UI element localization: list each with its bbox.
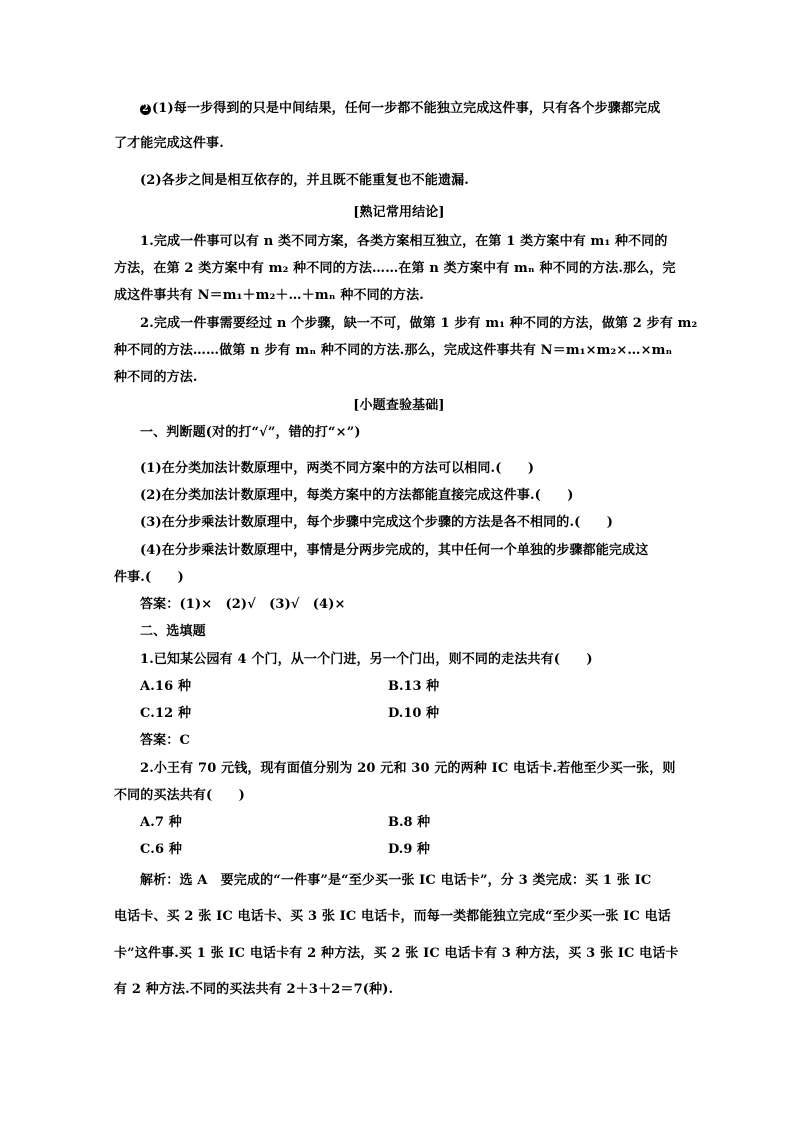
conclusion-2-line1: 2.完成一件事需要经过 n 个步骤，缺一不可，做第 1 步有 m₁ 种不同的方法，做第 2 步有 m₂: [140, 316, 698, 331]
question-2-option-c: C.6 种: [140, 842, 182, 857]
conclusion-1-line2: 方法，在第 2 类方案中有 m₂ 种不同的方法……在第 n 类方案中有 mₙ 种不同的方法.那么，完: [114, 261, 676, 276]
judge-item-4-line1: (4)在分步乘法计数原理中，事情是分两步完成的，其中任何一个单独的步骤都能完成这: [140, 543, 649, 558]
conclusion-1-line3: 成这件事共有 N＝m₁＋m₂＋…＋mₙ 种不同的方法.: [114, 288, 424, 303]
judge-title: 一、判断题(对的打“√”，错的打“×”): [140, 425, 361, 440]
solution-line3: 卡”这件事.买 1 张 IC 电话卡有 2 种方法，买 2 张 IC 电话卡有 3 种方法，买 3 张 IC 电话卡: [114, 946, 679, 961]
solution-line4: 有 2 种方法.不同的买法共有 2＋3＋2＝7(种).: [114, 982, 394, 997]
question-1-option-c: C.12 种: [140, 706, 192, 721]
circled-number-badge: 2: [140, 104, 151, 115]
question-2-option-b: B.8 种: [388, 815, 431, 830]
question-1-option-b: B.13 种: [388, 679, 440, 694]
fill-title: 二、选填题: [140, 624, 206, 639]
section-heading-conclusions: [熟记常用结论]: [353, 205, 445, 220]
conclusion-2-line2: 种不同的方法……做第 n 步有 mₙ 种不同的方法.那么，完成这件事共有 N＝m₁×m₂×…×mₙ: [114, 343, 673, 358]
judge-item-1: (1)在分类加法计数原理中，两类不同方案中的方法可以相同.( ): [140, 461, 535, 476]
judge-item-2: (2)在分类加法计数原理中，每类方案中的方法都能直接完成这件事.( ): [140, 488, 574, 503]
question-2-line1: 2.小王有 70 元钱，现有面值分别为 20 元和 30 元的两种 IC 电话卡.若他至少买一张，则: [140, 761, 676, 776]
question-1-option-d: D.10 种: [388, 706, 439, 721]
section-heading-exercises: [小题查验基础]: [353, 398, 445, 413]
note-p1-line2: 了才能完成这件事.: [114, 136, 224, 151]
conclusion-1-line1: 1.完成一件事可以有 n 类不同方案，各类方案相互独立，在第 1 类方案中有 m₁ 种不同的: [140, 234, 668, 249]
judge-item-4-line2: 件事.( ): [114, 570, 184, 585]
note-p2: (2)各步之间是相互依存的，并且既不能重复也不能遗漏.: [140, 173, 469, 188]
question-1-option-a: A.16 种: [140, 679, 192, 694]
solution-line2: 电话卡、买 2 张 IC 电话卡、买 3 张 IC 电话卡，而每一类都能独立完成“至少买一张 IC 电话: [114, 909, 671, 924]
question-2-option-a: A.7 种: [140, 815, 182, 830]
question-2-line2: 不同的买法共有( ): [114, 788, 245, 803]
note-p1-line1: 2 (1)每一步得到的只是中间结果，任何一步都不能独立完成这件事，只有各个步骤都完成: [140, 99, 710, 119]
solution-line1: 解析：选 A 要完成的“一件事”是“至少买一张 IC 电话卡”，分 3 类完成：买 1 张 IC: [140, 873, 652, 888]
question-2-option-d: D.9 种: [388, 842, 430, 857]
judge-item-3: (3)在分步乘法计数原理中，每个步骤中完成这个步骤的方法是各不相同的.( ): [140, 515, 614, 530]
question-1-answer: 答案：C: [140, 733, 190, 748]
question-1: 1.已知某公园有 4 个门，从一个门进，另一个门出，则不同的走法共有( ): [140, 652, 593, 667]
judge-answer: 答案：(1)× (2)√ (3)√ (4)×: [140, 597, 346, 612]
conclusion-2-line3: 种不同的方法.: [114, 370, 198, 385]
